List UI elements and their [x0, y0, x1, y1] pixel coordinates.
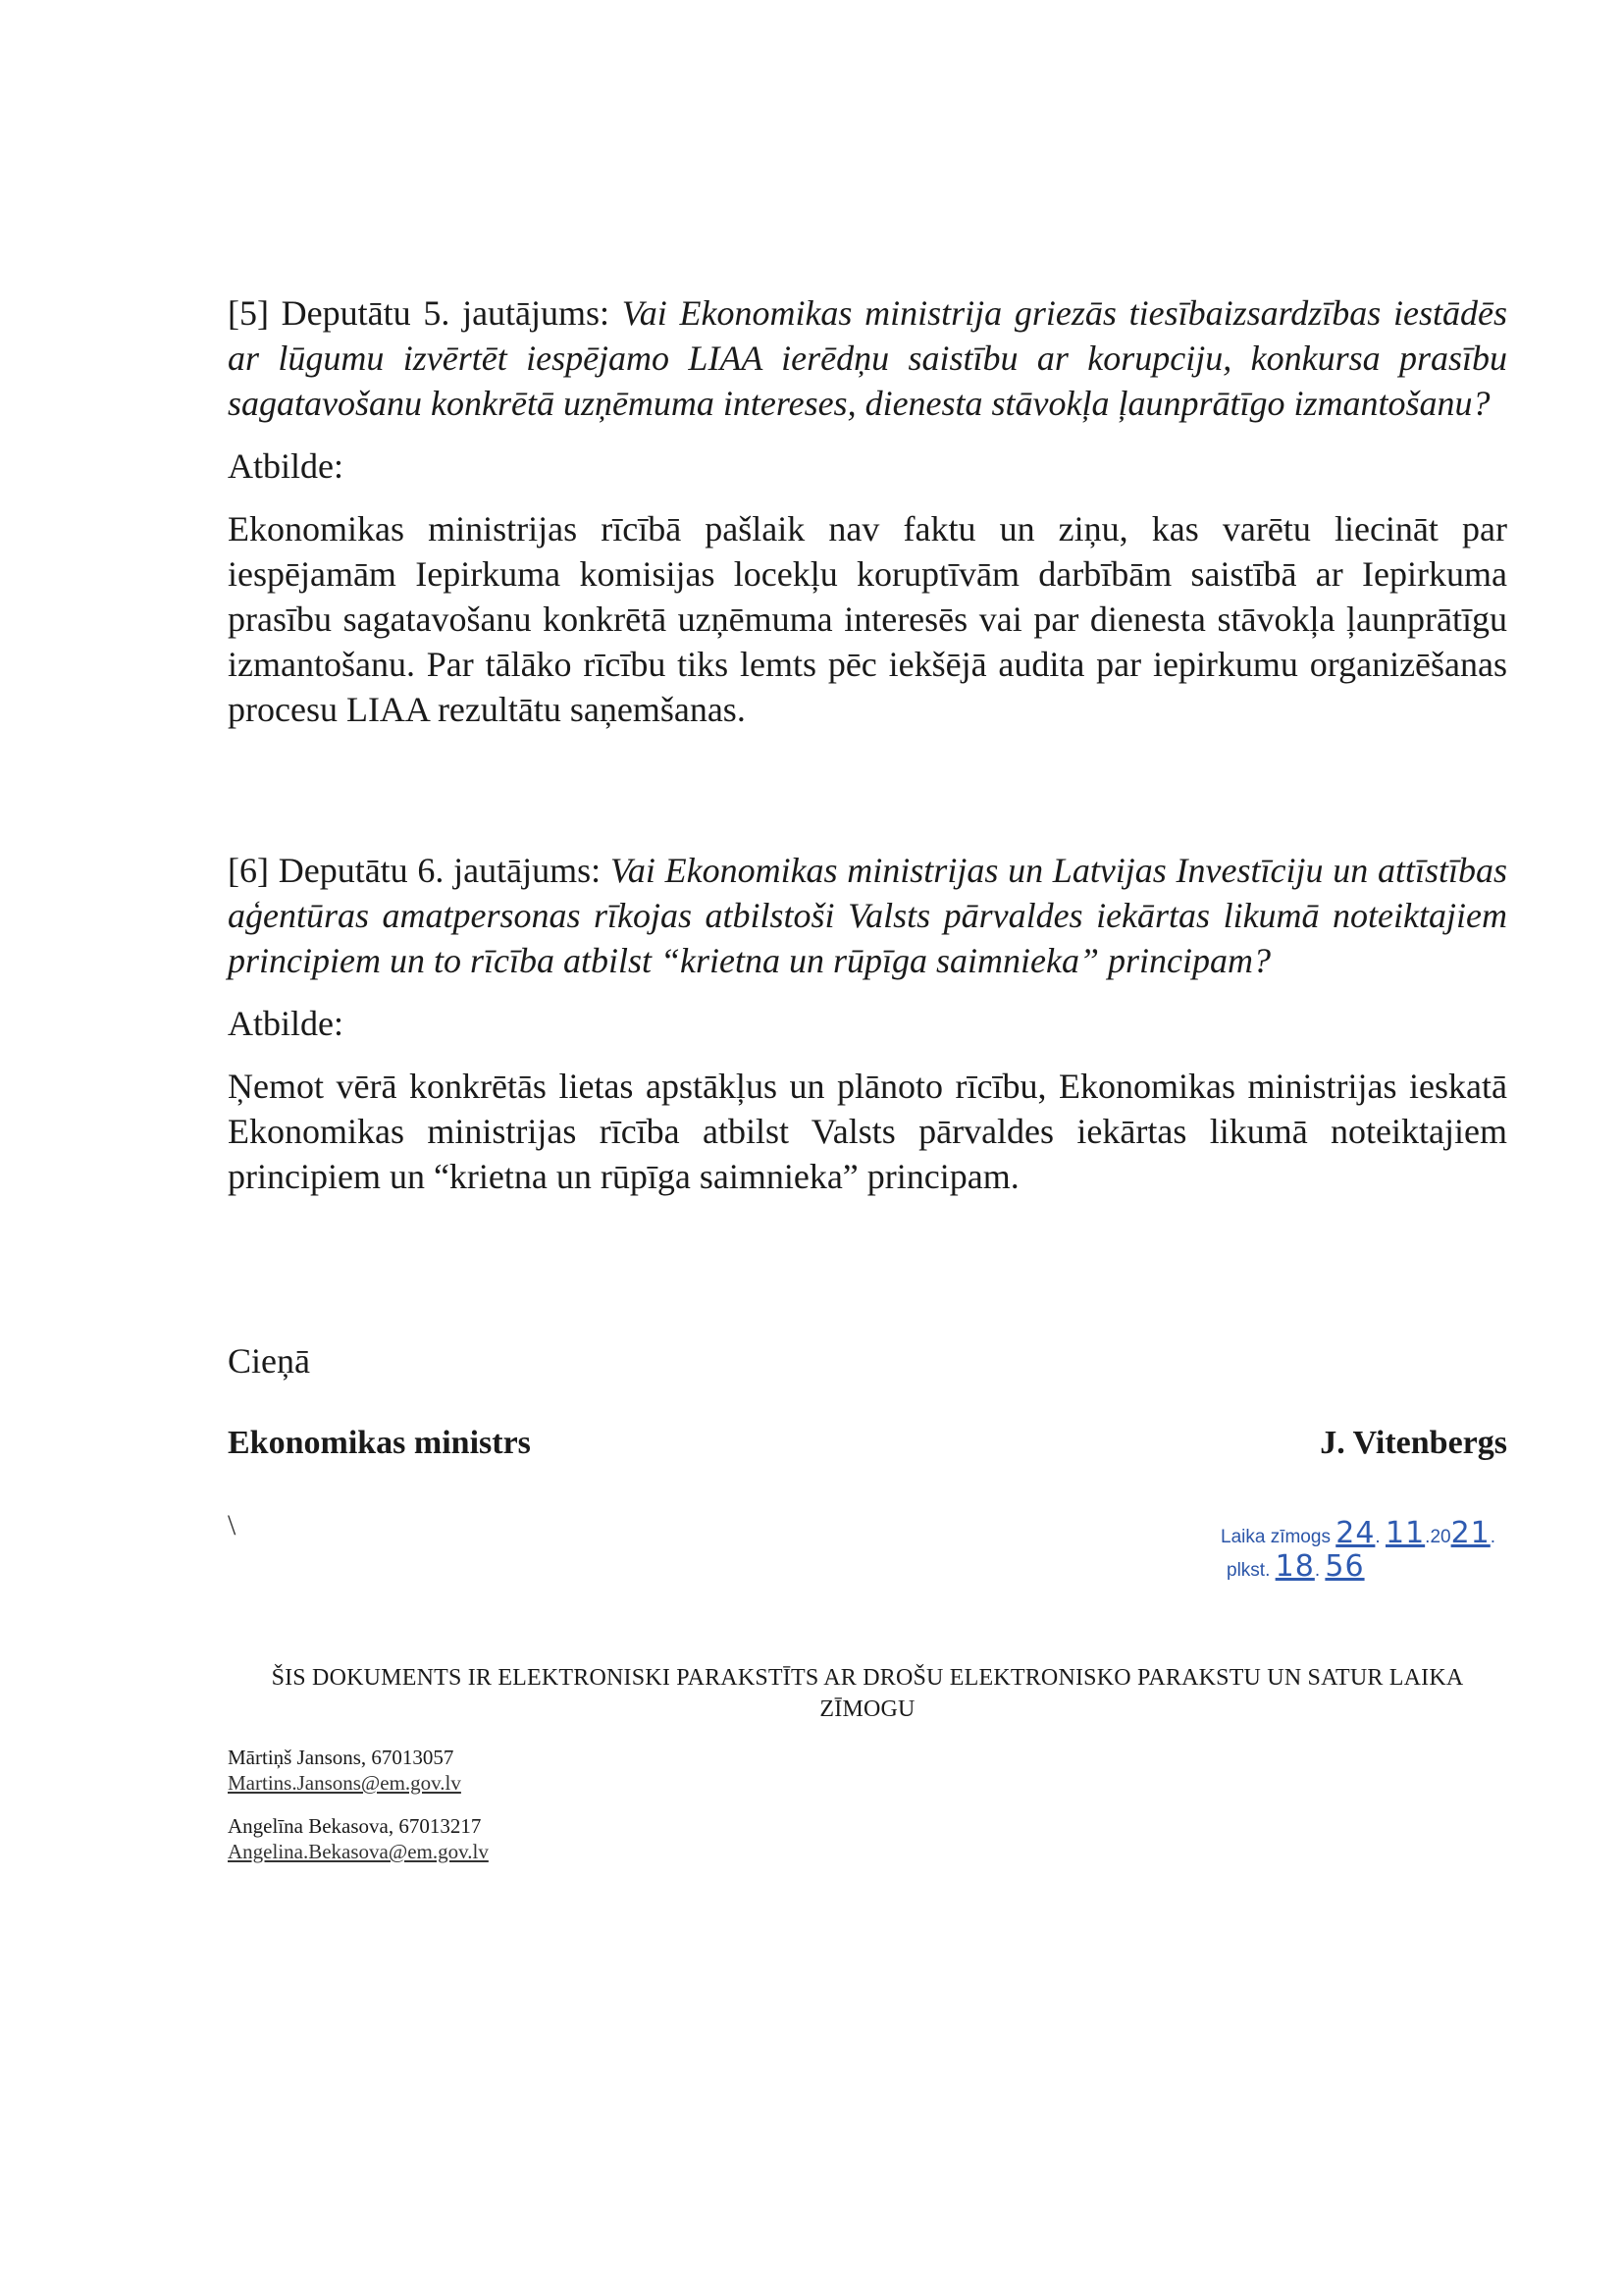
- contact-1-email[interactable]: Martins.Jansons@em.gov.lv: [228, 1771, 461, 1795]
- question-5-prefix: [5] Deputātu 5. jautājums:: [228, 293, 622, 333]
- answer-6-text: Ņemot vērā konkrētās lietas apstākļus un plānoto rīcību, Ekonomikas ministrijas ieskatā Ekonomikas ministrijas rīcība atbilst Valsts pārvaldes iekārtas likumā noteiktajiem principiem un “krietna un rūpīga saimnieka” principam.: [228, 1067, 1507, 1196]
- timestamp-year-prefix: 20: [1430, 1527, 1451, 1547]
- contact-1-name-phone: Mārtiņš Jansons, 67013057: [228, 1746, 454, 1769]
- question-6-section: [228, 848, 1507, 1199]
- answer-6-label: Atbilde:: [228, 1004, 343, 1043]
- question-6-question: Vai Ekonomikas ministrijas un Latvijas Investīciju un attīstības aģentūras amatpersonas rīkojas atbilstoši Valsts pārvaldes iekārtas likumā noteiktajiem principiem un to rīcība atbilst “krietna un rūpīga saimnieka” principam?: [228, 851, 1507, 980]
- timestamp-date-line: Laika zīmogs 24. 11.2021.: [1221, 1516, 1496, 1550]
- timestamp-hour: 18: [1275, 1549, 1315, 1584]
- timestamp-minute: 56: [1325, 1549, 1365, 1584]
- question-6-prefix: [6] Deputātu 6. jautājums:: [228, 851, 610, 890]
- closing-salutation: Cieņā: [228, 1341, 310, 1381]
- contact-2-email[interactable]: Angelina.Bekasova@em.gov.lv: [228, 1840, 489, 1863]
- stray-mark: \: [228, 1509, 236, 1541]
- signatory-title: Ekonomikas ministrs: [228, 1425, 531, 1461]
- timestamp-time-line: plkst. 18. 56: [1227, 1549, 1365, 1584]
- answer-5-text: Ekonomikas ministrijas rīcībā pašlaik nav faktu un ziņu, kas varētu liecināt par iespējamām Iepirkuma komisijas locekļu koruptīvām darbībām saistībā ar Iepirkuma prasību sagatavošanu konkrētā uzņēmuma interesēs vai par dienesta stāvokļa ļaunprātīgu izmantošanu. Par tālāko rīcību tiks lemts pēc iekšējā audita par iepirkumu organizēšanas procesu LIAA rezultātu saņemšanas.: [228, 509, 1507, 729]
- question-6-text: [228, 848, 1507, 983]
- contact-2-name-phone: Angelīna Bekasova, 67013217: [228, 1814, 482, 1838]
- timestamp-day: 24: [1335, 1516, 1376, 1550]
- answer-5-label: Atbilde:: [228, 446, 343, 486]
- timestamp-time-label: plkst.: [1227, 1560, 1271, 1581]
- signatory-name: J. Vitenbergs: [1320, 1425, 1507, 1461]
- timestamp-month: 11: [1385, 1516, 1426, 1550]
- contacts-spacer: [228, 1796, 489, 1813]
- question-5-text: [228, 290, 1507, 426]
- question-5-section: [228, 290, 1507, 732]
- e-signature-notice: ŠIS DOKUMENTS IR ELEKTRONISKI PARAKSTĪTS AR DROŠU ELEKTRONISKO PARAKSTU UN SATUR LAIKA ZĪMOGU: [271, 1665, 1464, 1722]
- timestamp-stamp: [1221, 1516, 1496, 1586]
- signature-row: [228, 1425, 1507, 1462]
- timestamp-year-suffix: 21: [1450, 1516, 1491, 1550]
- question-5-question: Vai Ekonomikas ministrija griezās tiesībaizsardzības iestādēs ar lūgumu izvērtēt iespējamo LIAA ierēdņu saistību ar korupciju, konkursa prasību sagatavošanu konkrētā uzņēmuma intereses, dienesta stāvokļa ļaunprātīgo izmantošanu?: [228, 293, 1508, 423]
- timestamp-label: Laika zīmogs: [1221, 1527, 1331, 1547]
- contacts-block: [228, 1745, 489, 1864]
